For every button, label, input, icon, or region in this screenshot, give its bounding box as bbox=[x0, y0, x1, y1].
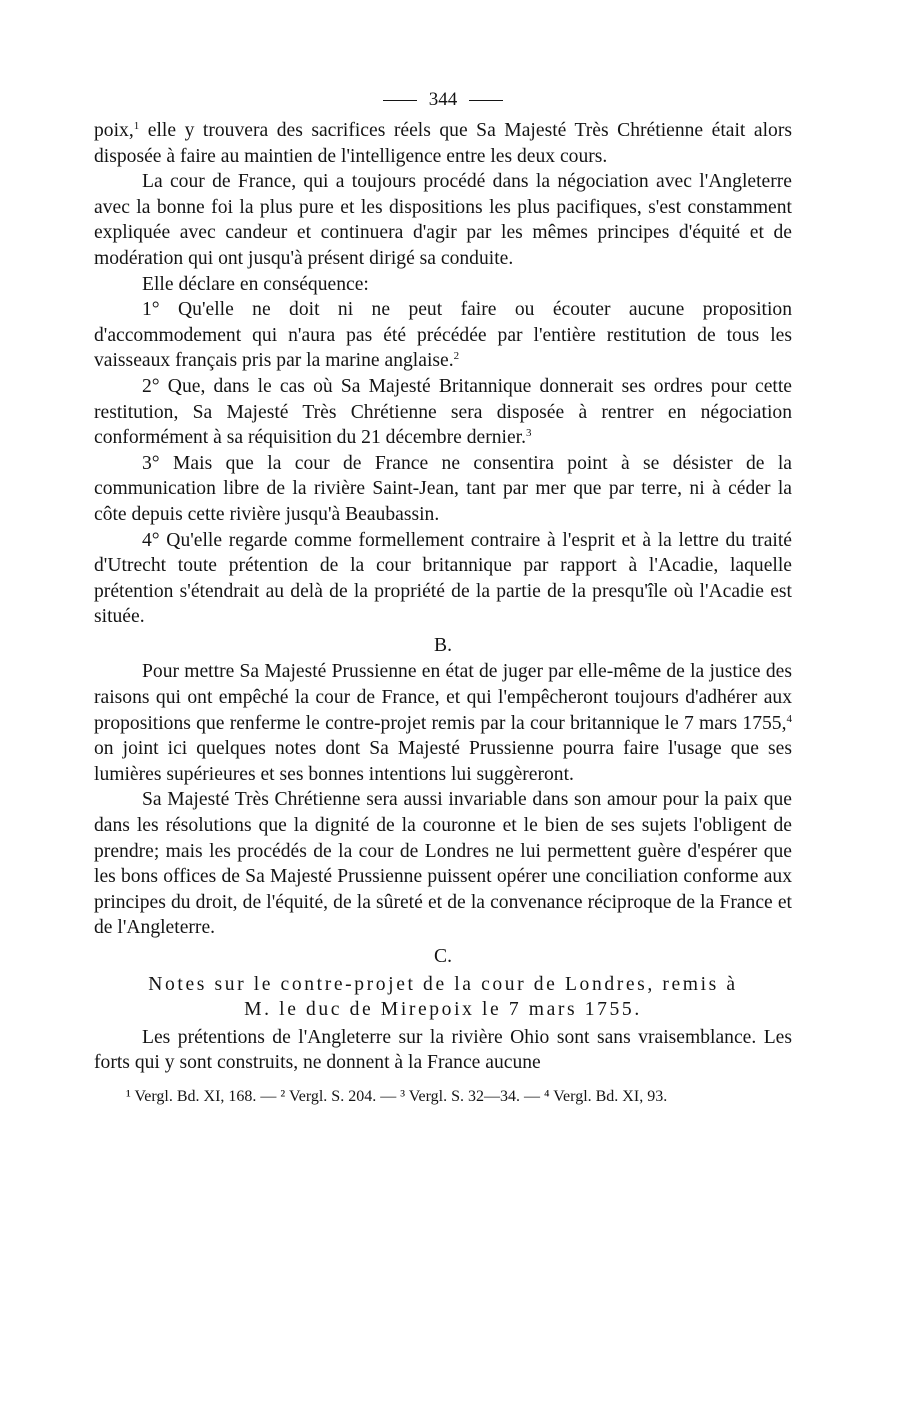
document-page bbox=[94, 86, 792, 1108]
footnote-ref-2: 2 bbox=[453, 350, 460, 363]
section-c-heading-line-1: Notes sur le contre-projet de la cour de Londres, remis à bbox=[148, 973, 738, 995]
paragraph-item-2: 2° Que, dans le cas où Sa Majesté Britannique donnerait ses ordres pour cette restitution, Sa Majesté Très Chrétienne sera disposée à rentrer en négociation conformément à sa réquisition du 21 décembre dernier.$^3$ bbox=[94, 375, 792, 449]
footnote-ref-4: 4 bbox=[786, 712, 792, 725]
footnote-ref-3: 3 bbox=[526, 427, 532, 440]
footnote-ref-1: 1 bbox=[133, 120, 140, 132]
paragraph-b-1: Pour mettre Sa Majesté Prussienne en état de juger par elle-même de la justice des raisons qui ont empêché la cour de France, et qui l'empêcheront toujours d'adhérer aux propositions que renferme le contre-projet remis par la cour britannique le 7 mars 1755,$^4$ on joint ici quelques notes dont Sa Majesté Prussienne pourra faire l'usage que ses lumières supérieures et ses bonnes intentions lui suggèreront. bbox=[94, 661, 792, 785]
section-c-title: C. bbox=[434, 946, 452, 967]
paragraph-c-1: Les prétentions de l'Angleterre sur la rivière Ohio sont sans vraisemblance. Les forts qui y sont construits, ne donnent à la France aucune bbox=[94, 1026, 792, 1074]
paragraph-item-3: 3° Mais que la cour de France ne consentira point à se désister de la communication libre de la rivière Saint-Jean, tant par mer que par terre, ni à céder la côte depuis cette rivière jusqu'à Beaubassin. bbox=[94, 452, 792, 525]
section-c-heading-line-2: M. le duc de Mirepoix le 7 mars 1755. bbox=[244, 999, 642, 1021]
page-number bbox=[94, 86, 792, 118]
paragraph-item-4: 4° Qu'elle regarde comme formellement contraire à l'esprit et à la lettre du traité d'Utrecht toute prétention de la cour britannique par rapport à l'Acadie, laquelle prétention s'étendrait au delà de la propriété de la partie de la presqu'île où l'Acadie est située. bbox=[94, 529, 792, 628]
paragraph-1: poix,$^1$ elle y trouvera des sacrifices réels que Sa Majesté Très Chrétienne était alors disposée à faire au maintien de l'intelligence entre les deux cours. bbox=[94, 120, 792, 167]
paragraph-b-2: Sa Majesté Très Chrétienne sera aussi invariable dans son amour pour la paix que dans les résolutions que la dignité de la couronne et le bien de ses sujets l'obligent de prendre; mais les procédés de la cour de Londres ne lui permettent guère d'espérer que les bons offices de Sa Majesté Prussienne puissent opérer une conciliation conforme aux principes du droit, de l'équité, de la sûreté et de la convenance réciproque de la France et de l'Angleterre. bbox=[94, 789, 792, 939]
paragraph-3: Elle déclare en conséquence: bbox=[142, 273, 369, 295]
page-number-text: 344 bbox=[428, 89, 458, 110]
section-b-title: B. bbox=[434, 634, 452, 656]
footnotes bbox=[94, 1086, 792, 1108]
paragraph-item-1: 1° Qu'elle ne doit ni ne peut faire ou écouter aucune proposition d'accommodement qui n'aura pas été précédée par l'entière restitution de tous les vaisseaux français pris par la marine anglaise.$^2$ bbox=[94, 299, 792, 372]
page-number-dash-right bbox=[469, 100, 503, 101]
paragraph-2: La cour de France, qui a toujours procédé dans la négociation avec l'Angleterre avec la bonne foi la plus pure et les dispositions les plus pacifiques, s'est constamment expliquée avec candeur et continuera d'agir par les mêmes principes d'équité et de modération qui ont jusqu'à présent dirigé sa conduite. bbox=[94, 171, 792, 269]
section-c-heading bbox=[94, 972, 792, 1023]
footnote-text: ¹ Vergl. Bd. XI, 168. — ² Vergl. S. 204. — ³ Vergl. S. 32—34. — ⁴ Vergl. Bd. XI, 93. bbox=[126, 1087, 668, 1105]
page-number-dash-left bbox=[383, 100, 417, 101]
